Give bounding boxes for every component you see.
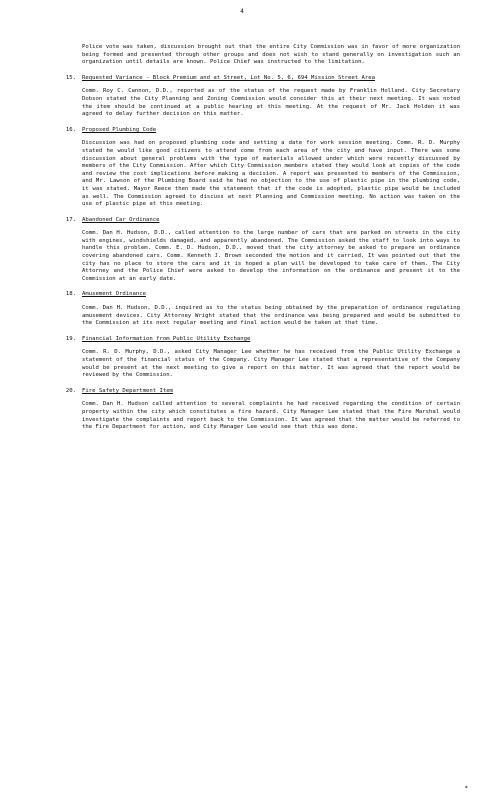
- agenda-item-20: [65, 387, 464, 432]
- agenda-item-17: [65, 216, 464, 284]
- item-number: 17.: [65, 216, 76, 223]
- agenda-item-19: [65, 335, 464, 380]
- item-number: 16.: [65, 126, 76, 133]
- item-number: 15.: [65, 74, 76, 81]
- item-title: Amusement Ordinance: [82, 291, 146, 298]
- agenda-item-18: [65, 291, 464, 327]
- item-title: Requested Variance - Block Premium and at Street, Lot No. 5, 6, 694 Mission Street Area: [82, 74, 375, 81]
- item-title: Abandoned Car Ordinance: [82, 216, 160, 223]
- intro-paragraph: Police vote was taken, discussion brought out that the entire City Commission was in favor of more organization being formed and presented through other groups and does not wish to stand generally on investigation such an organization until details are known. Police Chief was instructed to the limitation.: [82, 44, 464, 66]
- item-text: Discussion was had on proposed plumbing code and setting a date for work session meeting. Comm. R. D. Murphy stated he would like good citizens to attend come from each area of the city and have input. There was some discussion about general problems with the type of materials allowed under which were recently discussed by members of the City Commission. After which City Commission members stated they would look at copies of the code and review the cost implications before making a decision. A report was presented to members of the Commission, and Mr. Lawson of the Plumbing Board said he had no objection to the use of plastic pipe in the plumbing code, it was stated. Mayor Reece then made the statement that if the code is adopted, plastic pipe would be included as well. The Commission agreed to discuss at next Planning and Commission meeting. No action was taken on the use of plastic pipe at this meeting.: [82, 140, 464, 208]
- item-number: 18.: [65, 291, 76, 298]
- item-title: Proposed Plumbing Code: [82, 126, 157, 133]
- item-text: Comm. R. D. Murphy, D.D., asked City Manager Lee whether he has received from the Public Utility Exchange a statement of the financial status of the Company. City Manager Lee stated that a representative of the Company would be present at the next meeting to give a report on this matter. It was agreed that the report would be reviewed by the Commission.: [82, 349, 464, 379]
- item-title: Financial Information from Public Utility Exchange: [82, 335, 251, 342]
- agenda-item-16: [65, 126, 464, 209]
- minutes-body: [65, 44, 464, 440]
- footer-mark: *: [464, 785, 468, 792]
- item-text: Comm. Dan H. Hudson called attention to several complaints he had received regarding the condition of certain property within the city which constitutes a fire hazard. City Manager Lee stated that the Fire Marshal would investigate the complaints and report back to the Commission. It was agreed that the matter would be referred to the Fire Department for action, and City Manager Lee would see that this was done.: [82, 401, 464, 431]
- item-text: Comm. Roy C. Cannon, D.D., reported as of the status of the request made by Franklin Holland. City Secretary Dobson stated the City Planning and Zoning Commission would consider this at their next meeting. It was noted the item should be continued at a public hearing at this meeting. At the request of Mr. Jack Holden it was agreed to delay further decision on this matter.: [82, 88, 464, 118]
- item-text: Comm. Dan H. Hudson, D.D., inquired as to the status being obtained by the preparation of ordinance regulating amusement devices. City Attorney Wright stated that the ordinance was being prepared and would be submitted to the Commission at its next regular meeting and final action would be taken at that time.: [82, 305, 464, 327]
- agenda-item-15: [65, 74, 464, 119]
- item-title: Fire Safety Department Item: [82, 387, 173, 394]
- item-text: Comm. Dan H. Hudson, D.D., called attention to the large number of cars that are parked on streets in the city with engines, windshields damaged, and apparently abandoned. The Commission asked the staff to look into ways to handle this problem. Comm. E. D. Hudson, D.D., moved that the city attorney be asked to prepare an ordinance covering abandoned cars. Comm. Kenneth J. Brown seconded the motion and it carried. It was pointed out that the city has no place to store the cars and it is hoped a plan will be developed to take care of them. The City Attorney and the Police Chief were asked to develop the information on the ordinance and present it to the Commission at an early date.: [82, 230, 464, 282]
- item-number: 20.: [65, 387, 76, 394]
- item-number: 19.: [65, 335, 76, 342]
- page-number: 4: [240, 8, 244, 15]
